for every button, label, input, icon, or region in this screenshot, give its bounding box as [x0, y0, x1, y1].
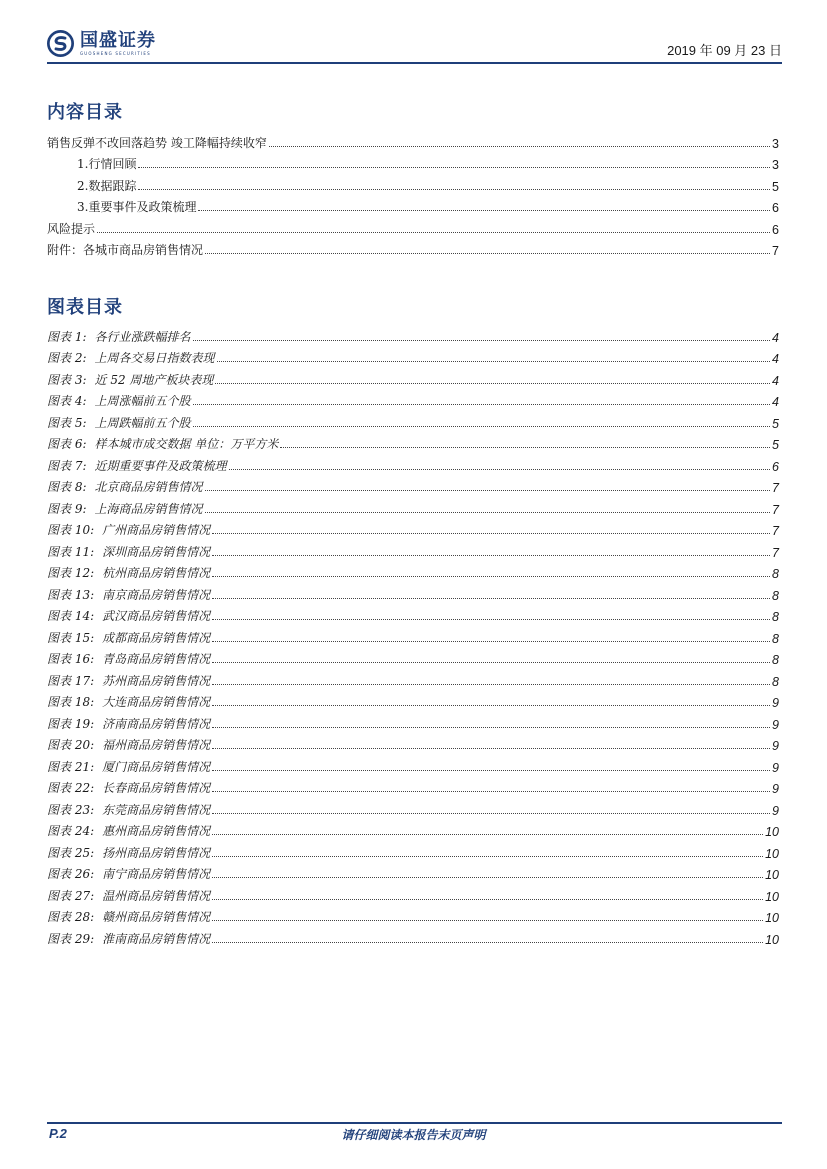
figure-entry-number: 图表 25:	[47, 845, 95, 860]
leader-dots	[212, 598, 770, 599]
contents-entry-label: 风险提示	[47, 221, 96, 236]
figure-entry[interactable]	[47, 689, 779, 711]
figure-entry[interactable]	[47, 775, 779, 797]
footer-page-number: P.2	[49, 1126, 67, 1141]
figure-entry[interactable]	[47, 495, 779, 517]
figure-entry-label	[47, 371, 215, 388]
figure-entry-page: 10	[765, 825, 779, 839]
figure-entry-page: 9	[772, 803, 779, 818]
figure-entry-title: 武汉商品房销售情况	[102, 609, 211, 623]
leader-dots	[212, 877, 763, 878]
leader-dots	[212, 770, 770, 771]
figure-entry-page: 9	[772, 717, 779, 732]
figure-entry-title: 南宁商品房销售情况	[102, 867, 211, 881]
leader-dots	[212, 662, 770, 663]
figure-entry-title: 杭州商品房销售情况	[102, 566, 211, 580]
figure-entry-number: 图表 4:	[47, 394, 87, 408]
leader-dots	[198, 210, 770, 211]
leader-dots	[212, 899, 763, 900]
leader-dots	[193, 404, 771, 405]
figure-entry-label	[47, 844, 212, 861]
figure-entry-number: 图表 10:	[47, 523, 95, 537]
figure-entry[interactable]	[47, 818, 779, 840]
figure-entry-page: 10	[765, 868, 779, 882]
figure-entry-page: 7	[772, 545, 779, 560]
figure-entry-number: 图表 14:	[47, 609, 95, 623]
figure-entry-number: 图表 19:	[47, 716, 95, 731]
contents-entry[interactable]	[47, 194, 779, 216]
figure-entry[interactable]	[47, 732, 779, 754]
figure-entry-page: 10	[765, 846, 779, 861]
contents-entry[interactable]	[47, 215, 779, 237]
figure-entry-number: 图表 7:	[47, 458, 87, 473]
leader-dots	[205, 253, 770, 254]
leader-dots	[212, 533, 770, 534]
leader-dots	[193, 426, 771, 427]
figure-entry-number: 图表 11:	[47, 544, 95, 559]
leader-dots	[215, 383, 770, 384]
figure-entry-label	[47, 758, 212, 775]
figure-entry[interactable]	[47, 474, 779, 496]
figure-entry-page: 5	[772, 416, 779, 431]
figure-entry-number: 图表 22:	[47, 781, 95, 795]
figure-entry-number: 图表 20:	[47, 738, 95, 752]
figure-entry-number: 图表 23:	[47, 802, 95, 817]
contents-title: 内容目录	[47, 102, 123, 123]
leader-dots	[212, 576, 770, 577]
figure-entry-label	[47, 349, 217, 366]
figure-entry-title: 上周各交易日指数表现	[94, 351, 215, 365]
contents-entry[interactable]	[47, 172, 779, 194]
figure-entry-page: 9	[772, 739, 779, 753]
leader-dots	[193, 340, 771, 341]
figure-entry-label	[47, 478, 205, 495]
figure-entry-number: 图表 29:	[47, 931, 95, 946]
figure-entry-number: 图表 5:	[47, 415, 87, 430]
figure-entry[interactable]	[47, 323, 779, 345]
figure-entry[interactable]	[47, 603, 779, 625]
contents-entry-page: 6	[772, 201, 779, 215]
figure-entry-label	[47, 779, 212, 796]
figure-entry-label	[47, 801, 212, 818]
figure-entry[interactable]	[47, 925, 779, 947]
contents-entry-page: 6	[772, 222, 779, 237]
figure-entry-number: 图表 21:	[47, 759, 95, 774]
figure-entry-title: 济南商品房销售情况	[102, 716, 211, 731]
figure-entry-title: 赣州商品房销售情况	[102, 910, 211, 924]
company-logo	[47, 28, 156, 58]
leader-dots	[205, 512, 771, 513]
figure-entry[interactable]	[47, 904, 779, 926]
logo-chinese-name: 国盛证券	[80, 29, 156, 51]
figure-entry-title: 各行业涨跌幅排名	[94, 329, 191, 344]
figure-entry-label	[47, 715, 212, 732]
figure-entry-number: 图表 28:	[47, 910, 95, 924]
figure-entry-number: 图表 12:	[47, 566, 95, 580]
figure-entry[interactable]	[47, 624, 779, 646]
figure-entry-number: 图表 2:	[47, 351, 87, 365]
leader-dots	[229, 469, 771, 470]
figure-entry-label	[47, 908, 212, 925]
footer-divider	[47, 1122, 782, 1124]
figure-entry-label	[47, 693, 212, 710]
figure-entry-page: 8	[772, 610, 779, 624]
figure-entry-label	[47, 392, 193, 409]
figure-entry-page: 10	[765, 889, 779, 904]
figure-entry[interactable]	[47, 538, 779, 560]
figures-list	[47, 323, 779, 947]
figure-entry-title: 成都商品房销售情况	[102, 630, 211, 645]
page-header	[47, 24, 782, 62]
contents-entry-label: 销售反弹不改回落趋势 竣工降幅持续收窄	[47, 135, 267, 150]
figure-entry-number: 图表 9:	[47, 501, 87, 516]
figure-entry-title: 福州商品房销售情况	[102, 738, 211, 752]
figure-entry-label	[47, 414, 193, 431]
figure-entry[interactable]	[47, 667, 779, 689]
figure-entry-title: 青岛商品房销售情况	[102, 652, 211, 666]
logo-english-name: GUOSHENG SECURITIES	[80, 50, 151, 56]
figure-entry-title: 北京商品房销售情况	[94, 480, 203, 494]
figure-entry[interactable]	[47, 560, 779, 582]
leader-dots	[217, 361, 771, 362]
figures-title: 图表目录	[47, 297, 123, 318]
figure-entry-page: 7	[772, 524, 779, 538]
figure-entry-label	[47, 543, 212, 560]
figure-entry-number: 图表 18:	[47, 695, 95, 709]
leader-dots	[212, 684, 770, 685]
figure-entry-number: 图表 16:	[47, 652, 95, 666]
leader-dots	[212, 791, 770, 792]
figure-entry-label	[47, 457, 229, 474]
figure-entry[interactable]	[47, 710, 779, 732]
contents-entry-page: 5	[772, 179, 779, 194]
figure-entry[interactable]	[47, 452, 779, 474]
contents-entry[interactable]	[47, 237, 779, 259]
figure-entry-title: 厦门商品房销售情况	[102, 759, 211, 774]
figure-entry-number: 图表 27:	[47, 888, 95, 903]
figure-entry-number: 图表 1:	[47, 329, 87, 344]
leader-dots	[138, 167, 770, 168]
figure-entry-label	[47, 865, 212, 882]
contents-entry[interactable]	[47, 129, 779, 151]
figure-entry-number: 图表 8:	[47, 480, 87, 494]
figure-entry-title: 东莞商品房销售情况	[102, 802, 211, 817]
figure-entry-page: 8	[772, 674, 779, 689]
contents-entry-page: 3	[772, 158, 779, 172]
figure-entry-title: 上海商品房销售情况	[94, 501, 203, 516]
figure-entry-title: 深圳商品房销售情况	[102, 544, 211, 559]
figure-entry-number: 图表 13:	[47, 587, 95, 602]
figure-entry-label	[47, 607, 212, 624]
leader-dots	[212, 727, 770, 728]
figure-entry-number: 图表 17:	[47, 673, 95, 688]
figure-entry-title: 淮南商品房销售情况	[102, 931, 211, 946]
figure-entry-title: 扬州商品房销售情况	[102, 845, 211, 860]
header-divider	[47, 62, 782, 64]
figure-entry-title: 近期重要事件及政策梳理	[94, 458, 227, 473]
figure-entry[interactable]	[47, 882, 779, 904]
leader-dots	[212, 813, 770, 814]
figure-entry-title: 广州商品房销售情况	[102, 523, 211, 537]
contents-entry-label: 2.数据跟踪	[77, 178, 137, 193]
figure-entry-page: 6	[772, 459, 779, 474]
figure-entry-page: 8	[772, 653, 779, 667]
contents-list	[47, 129, 779, 258]
figure-entry[interactable]	[47, 839, 779, 861]
figure-entry-page: 7	[772, 481, 779, 495]
figure-entry-number: 图表 26:	[47, 867, 95, 881]
contents-entry-label: 3.重要事件及政策梳理	[77, 200, 197, 214]
figure-entry[interactable]	[47, 388, 779, 410]
figure-entry-title: 近 52 周地产板块表现	[94, 372, 214, 387]
leader-dots	[212, 641, 770, 642]
figure-entry-page: 5	[772, 438, 779, 452]
leader-dots	[212, 748, 770, 749]
figure-entry-label	[47, 822, 212, 839]
figure-entry[interactable]	[47, 345, 779, 367]
figure-entry-label	[47, 930, 212, 947]
guosheng-logo-icon	[47, 30, 74, 57]
contents-entry-page: 3	[772, 136, 779, 151]
figure-entry[interactable]	[47, 409, 779, 431]
figure-entry-page: 10	[765, 911, 779, 925]
figure-entry-page: 8	[772, 588, 779, 603]
figure-entry[interactable]	[47, 431, 779, 453]
figure-entry-page: 10	[765, 932, 779, 947]
figure-entry[interactable]	[47, 861, 779, 883]
figure-entry-label	[47, 629, 212, 646]
leader-dots	[97, 232, 770, 233]
figure-entry-title: 温州商品房销售情况	[102, 888, 211, 903]
report-date: 2019 年 09 月 23 日	[667, 43, 782, 58]
leader-dots	[212, 920, 763, 921]
leader-dots	[212, 942, 763, 943]
figure-entry-title: 大连商品房销售情况	[102, 695, 211, 709]
figure-entry-page: 9	[772, 760, 779, 775]
figure-entry-title: 上周涨幅前五个股	[94, 394, 191, 408]
figure-entry-page: 8	[772, 567, 779, 581]
figure-entry-label	[47, 328, 193, 345]
leader-dots	[205, 490, 771, 491]
figure-entry-page: 8	[772, 631, 779, 646]
figure-entry-number: 图表 3:	[47, 372, 87, 387]
figure-entry-label	[47, 564, 212, 581]
leader-dots	[212, 619, 770, 620]
contents-entry[interactable]	[47, 151, 779, 173]
figure-entry-label	[47, 521, 212, 538]
figure-entry-page: 9	[772, 696, 779, 710]
figure-entry-page: 4	[772, 395, 779, 409]
figure-entry-label	[47, 672, 212, 689]
leader-dots	[280, 447, 770, 448]
footer-disclaimer-note: 请仔细阅读本报告末页声明	[341, 1128, 486, 1142]
leader-dots	[138, 189, 770, 190]
figure-entry-title: 样本城市成交数据 单位：万平方米	[94, 437, 279, 451]
figure-entry-number: 图表 15:	[47, 630, 95, 645]
figure-entry-number: 图表 24:	[47, 824, 95, 838]
figure-entry-title: 南京商品房销售情况	[102, 587, 211, 602]
figure-entry-title: 长春商品房销售情况	[102, 781, 211, 795]
figure-entry-page: 4	[772, 330, 779, 345]
leader-dots	[212, 555, 770, 556]
figure-entry-page: 4	[772, 373, 779, 388]
figure-entry-label	[47, 736, 212, 753]
figure-entry-label	[47, 500, 205, 517]
figure-entry[interactable]	[47, 517, 779, 539]
contents-entry-label: 1.行情回顾	[77, 157, 137, 171]
figure-entry-number: 图表 6:	[47, 437, 87, 451]
leader-dots	[212, 834, 763, 835]
figure-entry-title: 苏州商品房销售情况	[102, 673, 211, 688]
figure-entry-title: 惠州商品房销售情况	[102, 824, 211, 838]
figure-entry-page: 4	[772, 352, 779, 366]
figure-entry-page: 9	[772, 782, 779, 796]
leader-dots	[269, 146, 770, 147]
contents-entry-page: 7	[772, 244, 779, 258]
figure-entry[interactable]	[47, 796, 779, 818]
figure-entry-label	[47, 887, 212, 904]
figure-entry[interactable]	[47, 366, 779, 388]
figure-entry[interactable]	[47, 581, 779, 603]
figure-entry[interactable]	[47, 646, 779, 668]
leader-dots	[212, 856, 763, 857]
figure-entry-label	[47, 435, 280, 452]
figure-entry[interactable]	[47, 753, 779, 775]
figure-entry-label	[47, 650, 212, 667]
contents-entry-label: 附件：各城市商品房销售情况	[47, 243, 204, 257]
leader-dots	[212, 705, 770, 706]
figure-entry-title: 上周跌幅前五个股	[94, 415, 191, 430]
figure-entry-label	[47, 586, 212, 603]
figure-entry-page: 7	[772, 502, 779, 517]
